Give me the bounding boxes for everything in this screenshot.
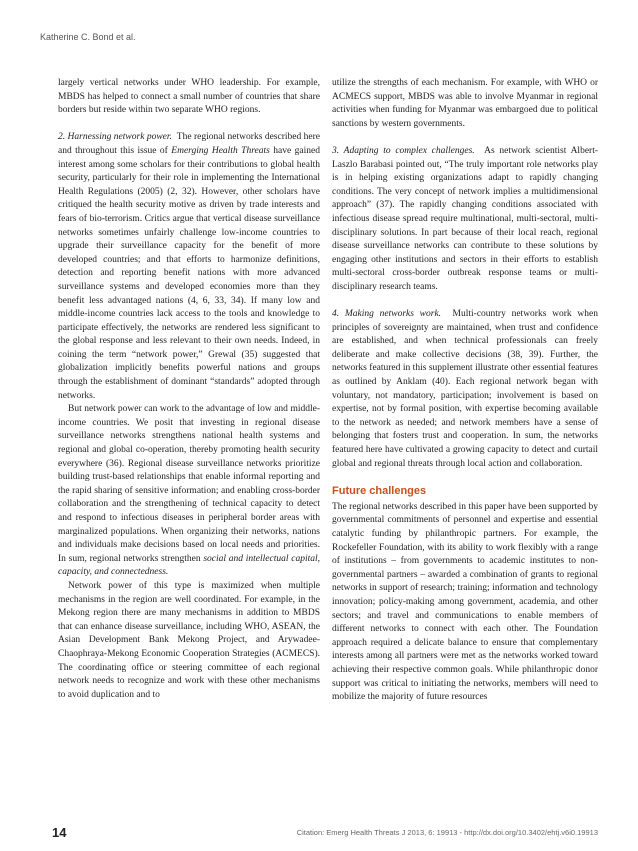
paragraph-text: As network scientist Albert-Laszlo Barabasi pointed out, “The truly important role networks play is in helping existing organizations adapt to rapidly changing conditions. The very concept of network implies a multidimensional approach” (37). The rapidly changing conditions associated with infectious disease spread require multinational, multi-sectoral, multi-disciplinary solutions. In part because of their local reach, regional disease surveillance networks can contribute to these solutions by engaging other institutions and sectors in their efforts to establish multi-sectoral cross-border outbreak response teams or multi-disciplinary research teams. xyxy=(332,145,599,292)
subsection-heading: 2. Harnessing network power. xyxy=(58,132,172,143)
paragraph xyxy=(332,145,598,295)
left-column xyxy=(58,77,320,702)
citation-line: Citation: Emerg Health Threats J 2013, 6: 19913 - http://dx.doi.org/10.3402/ehtj.v6i0.19913 xyxy=(296,828,598,837)
paragraph: The regional networks described in this paper have been supported by governmental commitments of personnel and expertise and essential catalytic funding by philanthropic partners. For example, the Rockefeller Foundation, with its ability to work flexibly with a range of institutions – from governments to academic institutes to non-governmental partners – awarded a combination of grants to regional networks in support of research; training; information and technology innovation; policy-making among government, academia, and other sectors; and travel and communications to enable members of different networks to connect with each other. The Foundation approach required a delicate balance to ensure that complementary interests among all partners were met as the networks worked toward achieving their respective common goals. While philanthropic donor support was critical to initiating the networks, members will need to mobilize the majority of future resources xyxy=(332,501,598,703)
paragraph xyxy=(332,308,598,471)
journal-name: Emerging Health Threats xyxy=(171,145,270,156)
paragraph xyxy=(58,131,320,403)
running-head: Katherine C. Bond et al. xyxy=(40,32,136,42)
section-heading: Future challenges xyxy=(332,485,427,498)
paragraph-text: Multi-country networks work when principles of sovereignty are maintained, when trust and confidence are established, and when technical professionals can freely deliberate and make collective decisions (38, 39). Further, the networks featured in this supplement illustrate other essential features as outlined by Anklam (40). Each regional network began with voluntary, not mandatory, participation; involvement is based on expertise, not by formal position, with expertise becoming available to the network as needed; and network members have a sense of belonging that fosters trust and cooperation. In sum, the networks featured here have cultivated a growing capacity to detect and curtail global and regional threats through local action and collaboration. xyxy=(332,309,599,469)
paragraph-text: The regional networks described here and throughout this issue of xyxy=(58,132,321,156)
paragraph-text: But network power can work to the advantage of low and middle-income countries. We posit that investing in regional disease surveillance networks strengthens national health systems and regional and global co-operation, thereby promoting health security everywhere (36). Regional disease surveillance networks prioritize building trust-based relationships that enable informal reporting and the rapid sharing of sensitive information; and enabling cross-border collaboration and the strengthening of technical capacity to detect and respond to infectious diseases in peripheral border areas with marginalized populations. When organizing their networks, nations and individuals make decisions based on local needs and priorities. In sum, regional networks strengthen xyxy=(58,404,320,564)
subsection-heading: 4. Making networks work. xyxy=(332,309,442,320)
emphasis-text: social and intellectual capital, capacity, and connectedness. xyxy=(58,553,321,578)
page-number: 14 xyxy=(52,825,67,840)
paragraph: utilize the strengths of each mechanism. For example, with WHO or ACMECS support, MBDS was able to involve Myanmar in regional activities when funding for Myanmar was embargoed due to political sanctions by western governments. xyxy=(332,78,598,129)
right-column xyxy=(332,77,598,705)
paragraph-text: have gained interest among some scholars for their contributions to global health security, particularly for their role in implementing the International Health Regulations (2005) (2, 32). However, other scholars have critiqued the health security motive as driven by trade interests and fears of bio-terrorism. Critics argue that vertical disease surveillance networks sometimes unfairly challenge low-income countries to upgrade their surveillance capacity for the benefit of more developed countries; and that efforts to harmonize definitions, detection and reporting benefit nations with more advanced surveillance systems and developed economies more than they benefit less advantaged nations (4, 6, 33, 34). If many low and middle-income countries lack access to the tools and knowledge to participate effectively, the networks are rendered less significant to the global response and less relevant to their own needs. Indeed, in coining the term “network power,” Grewal (35) suggested that globalization implicitly benefits powerful nations and groups through the establishment of dominant “standards” adopted through networks. xyxy=(58,145,320,401)
paragraph: Network power of this type is maximized when multiple mechanisms in the region are well coordinated. For example, in the Mekong region there are many mechanisms in addition to MBDS that can enhance disease surveillance, including WHO, ASEAN, the Asian Development Bank Mekong Project, and Arywadee-Chaophraya-Mekong Economic Cooperation Strategies (ACMECS). The coordinating office or steering committee of each regional network needs to recognize and work with these other mechanisms to avoid duplication and to xyxy=(58,580,320,700)
paragraph xyxy=(58,403,320,580)
subsection-heading: 3. Adapting to complex challenges. xyxy=(332,145,475,156)
paragraph: largely vertical networks under WHO leadership. For example, MBDS has helped to connect a small number of countries that share borders but reside within two separate WHO regions. xyxy=(58,78,320,116)
